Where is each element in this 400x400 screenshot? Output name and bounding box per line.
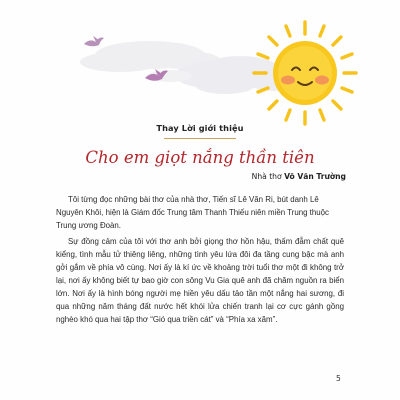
paragraph: Sự đồng cảm của tôi với thơ anh bởi giọng thơ hồn hậu, thấm đẫm chất quê kiểng, tình mẫu tử thiêng liêng, những tình yêu lứa đôi đa tầng cung bậc mà anh gởi gắm về phía vô cùng. Nơi ấy là kí ức về khoảng trời tuổi thơ một đi không trở lại, nơi ấy không biết tự bao giờ con sông Vu Gia quê anh đã chăm nguồn ra biển lớn. Nơi ấy là hình bóng người mẹ hiền yêu dấu tảo tần một nắng hai sương, đi qua những năm tháng đất nước hết khói lửa chiến tranh lại cơ cực gánh gồng nghèo khó qua hai tập thơ “Gió qua triền cát” và “Phía xa xăm”.	[56, 236, 344, 324]
page-title: Cho em giọt nắng thần tiên	[85, 148, 315, 167]
sun-icon	[250, 18, 360, 128]
intro-label: Thay Lời giới thiệu	[156, 123, 244, 133]
author-name: Võ Văn Trường	[284, 172, 346, 181]
bird-icon	[84, 36, 104, 46]
intro-divider	[164, 138, 236, 139]
body-text	[56, 193, 344, 328]
paragraph: Tôi từng đọc những bài thơ của nhà thơ, Tiến sĩ Lê Văn Ri, bút danh Lê Nguyên Khôi, hiện là Giám đốc Trung tâm Thanh Thiếu niên miền Trung thuộc Trung ương Đoàn.	[56, 195, 329, 231]
byline-prefix: Nhà thơ	[251, 172, 285, 181]
byline	[252, 172, 346, 181]
page-number: 5	[336, 374, 341, 383]
